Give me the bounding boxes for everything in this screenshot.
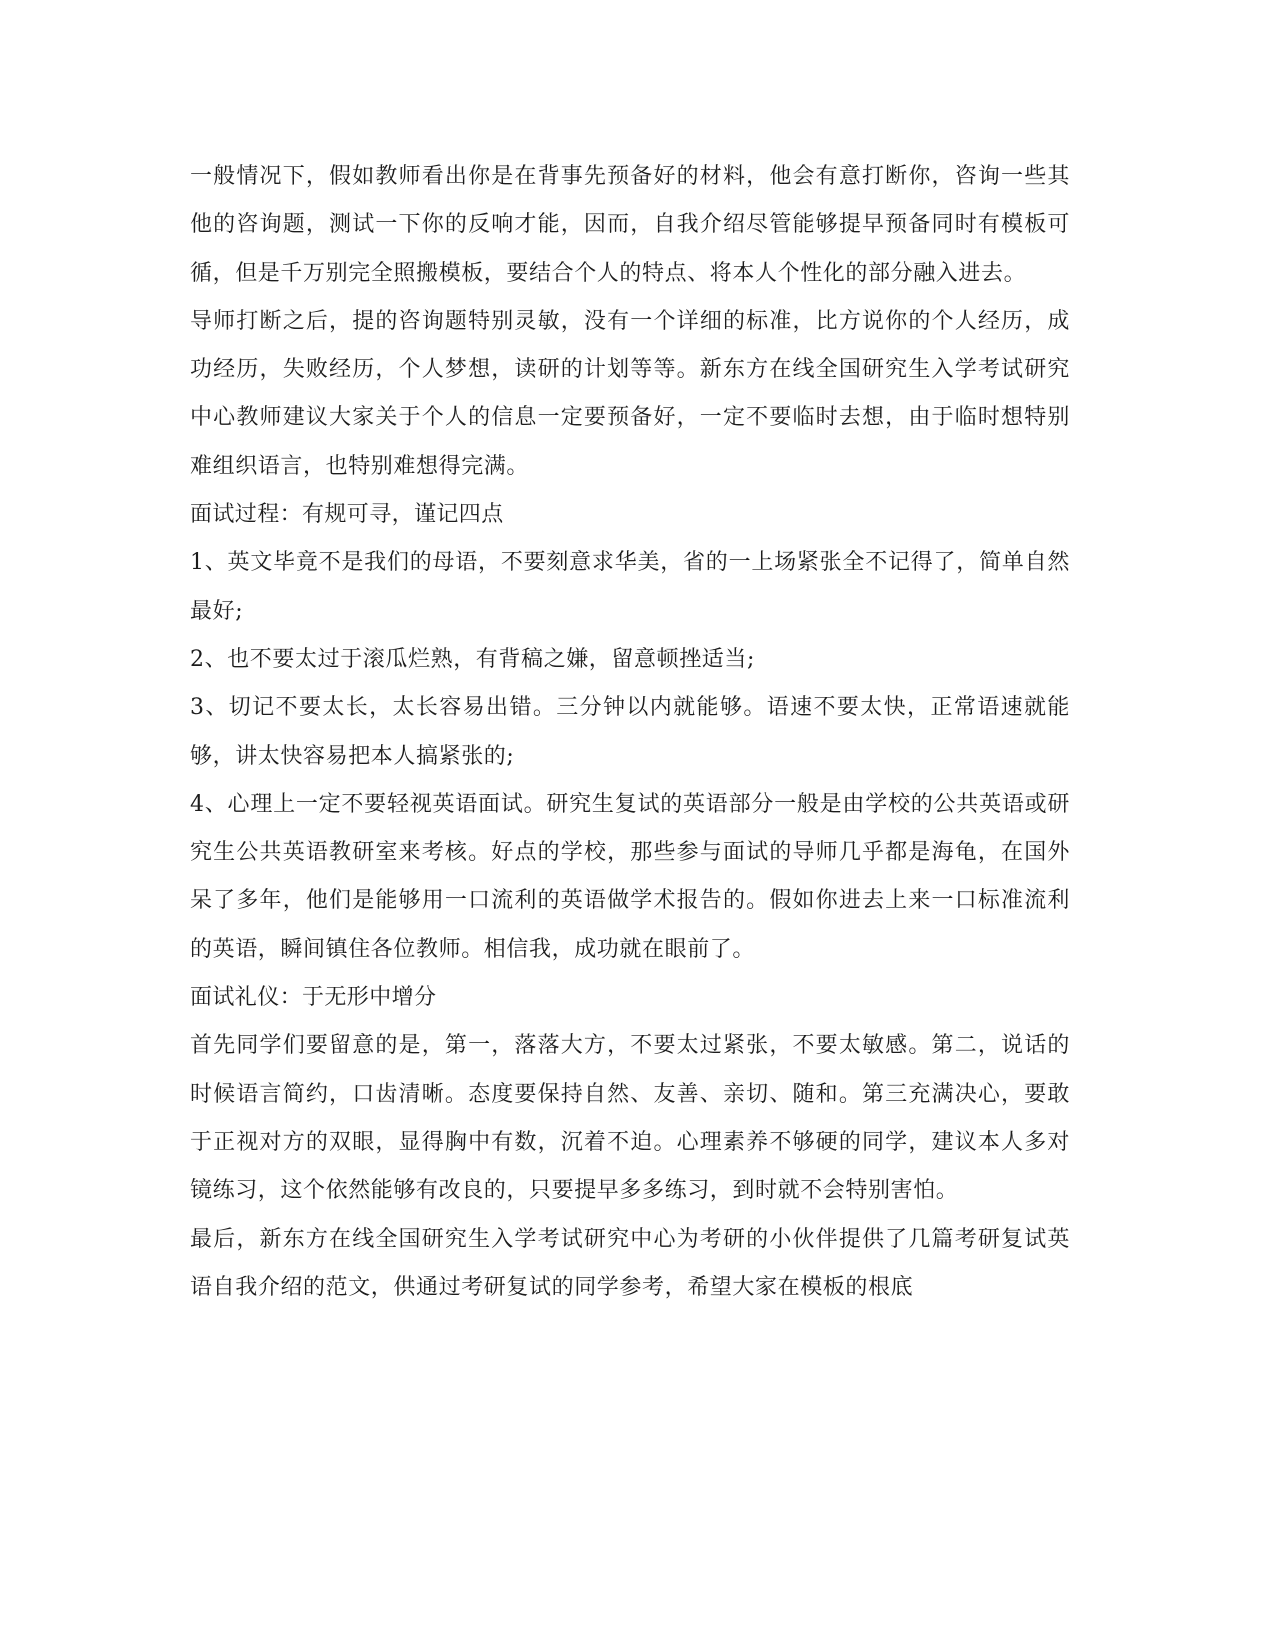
paragraph-interruption: 一般情况下，假如教师看出你是在背事先预备好的材料，他会有意打断你，咨询一些其他的咨询题，测试一下你的反响才能，因而，自我介绍尽管能够提早预备同时有模板可循，但是千万别完全照搬模板，要结合个人的特点、将本人个性化的部分融入进去。 [190,164,1070,286]
paragraph-closing: 最后，新东方在线全国研究生入学考试研究中心为考研的小伙伴提供了几篇考研复试英语自我介绍的范文，供通过考研复试的同学参考，希望大家在模板的根底 [190,1226,1070,1300]
paragraph-follow-up-questions: 导师打断之后，提的咨询题特别灵敏，没有一个详细的标准，比方说你的个人经历，成功经历，失败经历，个人梦想，读研的计划等等。新东方在线全国研究生入学考试研究中心教师建议大家关于个人的信息一定要预备好，一定不要临时去想，由于临时想特别难组织语言，也特别难想得完满。 [190,308,1070,479]
paragraph-etiquette: 首先同学们要留意的是，第一，落落大方，不要太过紧张，不要太敏感。第二，说话的时候语言简约，口齿清晰。态度要保持自然、友善、亲切、随和。第三充满决心，要敢于正视对方的双眼，显得胸中有数，沉着不迫。心理素养不够硬的同学，建议本人多对镜练习，这个依然能够有改良的，只要提早多多练习，到时就不会特别害怕。 [190,1033,1070,1204]
list-item-2: 2、也不要太过于滚瓜烂熟，有背稿之嫌，留意顿挫适当; [190,646,756,672]
heading-interview-etiquette: 面试礼仪：于无形中增分 [190,985,437,1011]
document-page [190,153,1070,1312]
list-item-4: 4、心理上一定不要轻视英语面试。研究生复试的英语部分一般是由学校的公共英语或研究生公共英语教研室来考核。好点的学校，那些参与面试的导师几乎都是海龟，在国外呆了多年，他们是能够用一口流利的英语做学术报告的。假如你进去上来一口标准流利的英语，瞬间镇住各位教师。相信我，成功就在眼前了。 [190,791,1070,962]
heading-interview-process: 面试过程：有规可寻，谨记四点 [190,502,504,528]
list-item-1: 1、英文毕竟不是我们的母语，不要刻意求华美，省的一上场紧张全不记得了，简单自然最好; [190,550,1070,624]
list-item-3: 3、切记不要太长，太长容易出错。三分钟以内就能够。语速不要太快，正常语速就能够，讲太快容易把本人搞紧张的; [190,695,1070,769]
